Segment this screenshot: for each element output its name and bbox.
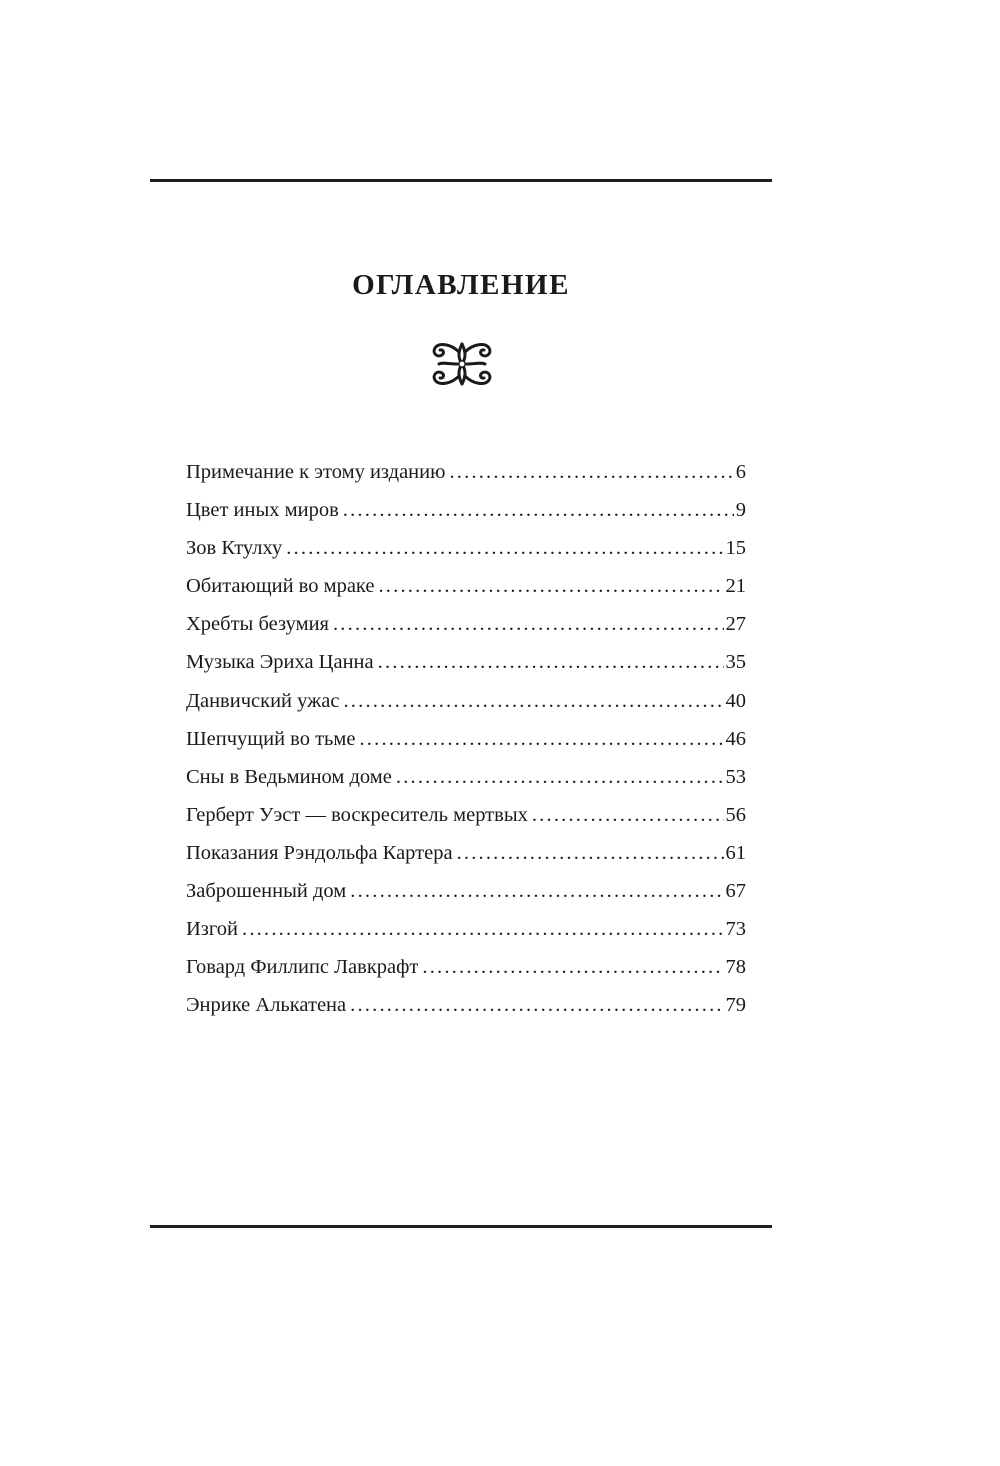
toc-entry-page-number: 27 bbox=[725, 613, 746, 636]
toc-entry-title: Цвет иных миров bbox=[186, 499, 339, 522]
dot-leader bbox=[242, 913, 723, 945]
dot-leader bbox=[449, 456, 733, 488]
dot-leader bbox=[378, 646, 724, 678]
toc-entry-title: Примечание к этому изданию bbox=[186, 461, 446, 483]
dot-leader bbox=[422, 951, 723, 983]
dot-leader bbox=[396, 761, 724, 793]
toc-entry bbox=[186, 456, 746, 494]
toc-entry-title: Говард Филлипс Лавкрафт bbox=[186, 956, 419, 979]
toc-entry-page-number: 78 bbox=[725, 956, 746, 979]
toc-entry bbox=[186, 646, 746, 684]
bottom-rule bbox=[150, 1225, 772, 1228]
toc-entry-title: Шепчущий во тьме bbox=[186, 727, 356, 750]
toc-entry-page-number: 35 bbox=[725, 651, 746, 674]
toc-entry bbox=[186, 875, 746, 913]
toc-entry bbox=[186, 837, 746, 875]
toc-entry-page-number: 61 bbox=[725, 841, 746, 864]
toc-entry bbox=[186, 723, 746, 761]
dot-leader bbox=[350, 875, 723, 907]
dot-leader bbox=[286, 532, 723, 564]
toc-entry-page-number: 15 bbox=[725, 537, 746, 560]
toc-entry bbox=[186, 532, 746, 570]
toc-entry bbox=[186, 989, 746, 1027]
toc-entry-page-number: 73 bbox=[725, 918, 746, 941]
table-of-contents bbox=[186, 456, 746, 1027]
toc-entry-page-number: 6 bbox=[735, 461, 746, 483]
toc-entry-title: Сны в Ведьмином доме bbox=[186, 765, 392, 788]
toc-entry-page-number: 21 bbox=[725, 575, 746, 598]
dot-leader bbox=[343, 685, 723, 717]
toc-entry bbox=[186, 685, 746, 723]
dot-leader bbox=[333, 608, 724, 640]
toc-entry-page-number: 46 bbox=[725, 727, 746, 750]
toc-entry-page-number: 53 bbox=[725, 765, 746, 788]
dot-leader bbox=[343, 494, 734, 526]
toc-entry bbox=[186, 570, 746, 608]
toc-entry bbox=[186, 913, 746, 951]
toc-entry bbox=[186, 761, 746, 799]
dot-leader bbox=[378, 570, 723, 602]
toc-entry-page-number: 79 bbox=[725, 994, 746, 1017]
toc-entry-title: Показания Рэндольфа Картера bbox=[186, 841, 453, 864]
toc-entry-page-number: 40 bbox=[725, 689, 746, 712]
dot-leader bbox=[359, 723, 723, 755]
toc-entry-title: Изгой bbox=[186, 918, 239, 941]
toc-entry-title: Энрике Алькатена bbox=[186, 994, 347, 1017]
dot-leader bbox=[532, 799, 724, 831]
toc-entry bbox=[186, 494, 746, 532]
toc-entry bbox=[186, 951, 746, 989]
toc-entry-title: Герберт Уэст — воскреситель мертвых bbox=[186, 803, 528, 826]
toc-entry bbox=[186, 799, 746, 837]
dot-leader bbox=[457, 837, 724, 869]
dot-leader bbox=[350, 989, 723, 1021]
fleuron-ornament-icon bbox=[427, 338, 497, 390]
toc-entry-title: Данвичский ужас bbox=[186, 689, 340, 712]
page-title: ОГЛАВЛЕНИЕ bbox=[352, 269, 570, 302]
toc-entry-page-number: 56 bbox=[725, 803, 746, 826]
toc-entry-page-number: 9 bbox=[735, 499, 746, 522]
toc-entry bbox=[186, 608, 746, 646]
toc-entry-page-number: 67 bbox=[725, 880, 746, 903]
toc-entry-title: Зов Ктулху bbox=[186, 537, 283, 560]
toc-entry-title: Обитающий во мраке bbox=[186, 575, 375, 598]
toc-entry-title: Музыка Эриха Цанна bbox=[186, 651, 374, 674]
top-rule bbox=[150, 179, 772, 182]
toc-entry-title: Хребты безумия bbox=[186, 613, 329, 636]
toc-entry-title: Заброшенный дом bbox=[186, 880, 347, 903]
